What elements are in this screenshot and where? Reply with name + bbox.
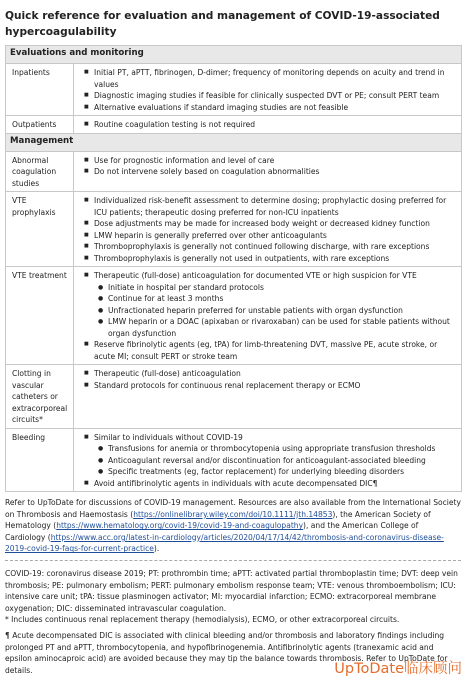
link-isth[interactable]: https://onlinelibrary.wiley.com/doi/10.1111/jth.14853 xyxy=(133,509,333,519)
list-item xyxy=(94,119,457,131)
list-item-text: Similar to individuals without COVID-19 xyxy=(94,432,243,442)
list-item xyxy=(94,155,457,167)
sub-list-item: ● Anticoagulant reversal and/or discontinuation for anticoagulant-associated bleeding xyxy=(108,455,457,467)
row-content xyxy=(74,365,462,429)
list-item-text: Therapeutic (full-dose) anticoagulation for documented VTE or high suspicion for VTE xyxy=(94,271,417,280)
abbreviations: COVID-19: coronavirus disease 2019; PT: prothrombin time; aPTT: activated partial thromboplastin time; DVT: deep vein thrombosis; PE: pulmonary embolism; PERT: pulmonary embolism response team; VTE: venous thromboembolism; ICU: intensive care unit; tPA: tissue plasminogen activator; MI: myocardial infarction; ECMO: extracorporeal membrane oxygenation; DIC: disseminated intravascular coagulation. xyxy=(5,569,458,613)
watermark-logo: UpToDate临床顾问 xyxy=(334,661,462,677)
footnote-star: * Includes continuous renal replacement therapy (hemodialysis), ECMO, or other extracorporeal circuits. xyxy=(5,615,400,624)
table-row xyxy=(6,151,462,192)
list-item xyxy=(94,102,457,114)
list-item xyxy=(94,166,457,178)
list-item xyxy=(94,253,457,265)
reference-table xyxy=(5,45,462,492)
table-row xyxy=(6,192,462,267)
list-item-text: Do not intervene solely based on coagulation abnormalities xyxy=(94,167,320,176)
footnote-pilcrow: ¶ Acute decompensated DIC is associated with clinical bleeding and/or thrombosis and laboratory findings including prolonged PT and aPTT, thrombocytopenia, and hypofibrinogenemia. Antifibrinolytic agents (tranexamic acid and epsilon aminocaproic acid) are avoided because they may tip the balance towards thrombosis. Refer to UpToDate for details. xyxy=(5,631,448,675)
list-item xyxy=(94,230,457,242)
sub-list-item: ● Transfusions for anemia or thrombocytopenia using appropriate transfusion thresholds xyxy=(108,443,457,455)
table-row xyxy=(6,428,462,492)
sub-list-item: ● Unfractionated heparin preferred for unstable patients with organ dysfunction xyxy=(108,305,457,317)
list-item xyxy=(94,368,457,380)
row-content xyxy=(74,192,462,267)
row-label: Abnormal coagulation studies xyxy=(6,151,74,192)
list-item-text: Thromboprophylaxis is generally not used in outpatients, with rare exceptions xyxy=(94,253,390,263)
table-row xyxy=(6,116,462,134)
row-label: Outpatients xyxy=(6,116,74,134)
row-label: Clotting in vascular catheters or extracorporeal circuits* xyxy=(6,365,74,429)
bullet-list xyxy=(78,195,457,264)
row-content xyxy=(74,428,462,492)
bullet-list xyxy=(78,155,457,178)
bullet-list xyxy=(78,368,457,391)
bullet-list xyxy=(78,270,457,362)
row-content xyxy=(74,64,462,116)
list-item xyxy=(94,90,457,102)
row-content xyxy=(74,116,462,134)
list-item-text: Standard protocols for continuous renal replacement therapy or ECMO xyxy=(94,380,361,390)
row-label: Inpatients xyxy=(6,64,74,116)
list-item-text: Therapeutic (full-dose) anticoagulation xyxy=(94,369,241,378)
list-item-text: Dose adjustments may be made for increased body weight or decreased kidney function xyxy=(94,219,430,228)
list-item-text: Routine coagulation testing is not required xyxy=(94,120,256,129)
list-item xyxy=(94,432,457,478)
list-item-text: Avoid antifibrinolytic agents in individuals with acute decompensated DIC¶ xyxy=(94,478,378,488)
list-item-text: Diagnostic imaging studies if feasible for clinically suspected DVT or PE; consult PERT team xyxy=(94,91,440,100)
sub-list-item: ● Initiate in hospital per standard protocols xyxy=(108,282,457,294)
table-row xyxy=(6,365,462,429)
table-row xyxy=(6,267,462,365)
row-content xyxy=(74,151,462,192)
bullet-list xyxy=(78,67,457,113)
sub-list xyxy=(94,282,457,340)
references-paragraph: Refer to UpToDate for discussions of COVID-19 management. Resources are also available from the International Society on Thrombosis and Haemostasis (https://onlinelibrary.wiley.com/doi/10.1111/jth.14853), the American Society of Hematology (https://www.hematology.org/covid-19/covid-19-and-coagulopathy), and the American College of Cardiology (https://www.acc.org/latest-in-cardiology/articles/2020/04/17/14/42/thrombosis-and-coronavirus-disease-2019-covid-19-faqs-for-current-practice). xyxy=(5,498,461,554)
row-content xyxy=(74,267,462,365)
list-item xyxy=(94,67,457,90)
list-item-text: Thromboprophylaxis is generally not continued following discharge, with rare exceptions xyxy=(94,242,430,251)
list-item-text: LMW heparin is generally preferred over other anticoagulants xyxy=(94,230,327,240)
list-item-text: Use for prognostic information and level of care xyxy=(94,155,275,165)
list-item-text: Reserve fibrinolytic agents (eg, tPA) for limb-threatening DVT, massive PE, acute stroke, or acute MI; consult PERT or stroke team xyxy=(94,340,438,361)
bullet-list xyxy=(78,432,457,490)
link-hematology[interactable]: https://www.hematology.org/covid-19/covid-19-and-coagulopathy xyxy=(56,521,304,531)
section-heading: Evaluations and monitoring xyxy=(6,46,462,64)
list-item xyxy=(94,380,457,392)
row-label: Bleeding xyxy=(6,428,74,492)
list-item xyxy=(94,241,457,253)
table-row xyxy=(6,64,462,116)
bullet-list xyxy=(78,119,457,131)
sub-list xyxy=(94,443,457,478)
sub-list-item: ● Specific treatments (eg, factor replacement) for underlying bleeding disorders xyxy=(108,466,457,478)
list-item xyxy=(94,339,457,362)
list-item-text: Alternative evaluations if standard imaging studies are not feasible xyxy=(94,102,349,112)
list-item-text: Initial PT, aPTT, fibrinogen, D-dimer; frequency of monitoring depends on acuity and trend in values xyxy=(94,68,445,89)
sub-list-item: ● LMW heparin or a DOAC (apixaban or rivaroxaban) can be used for stable patients without organ dysfunction xyxy=(108,316,457,339)
link-acc[interactable]: https://www.acc.org/latest-in-cardiology/articles/2020/04/17/14/42/thrombosis-and-coronavirus-disease-2019-covid-19-faqs-for-current-practice xyxy=(5,532,444,554)
page-title: Quick reference for evaluation and management of COVID-19-associated hypercoagulability xyxy=(5,10,440,38)
sub-list-item: ● Continue for at least 3 months xyxy=(108,293,457,305)
row-label: VTE prophylaxis xyxy=(6,192,74,267)
list-item xyxy=(94,478,457,490)
list-item-text: Individualized risk-benefit assessment to determine dosing; prophylactic dosing preferred for ICU patients; therapeutic dosing preferred for non-ICU inpatients xyxy=(94,196,447,217)
section-heading: Management xyxy=(6,133,462,151)
list-item xyxy=(94,270,457,339)
row-label: VTE treatment xyxy=(6,267,74,365)
list-item xyxy=(94,218,457,230)
divider xyxy=(5,560,461,561)
list-item xyxy=(94,195,457,218)
